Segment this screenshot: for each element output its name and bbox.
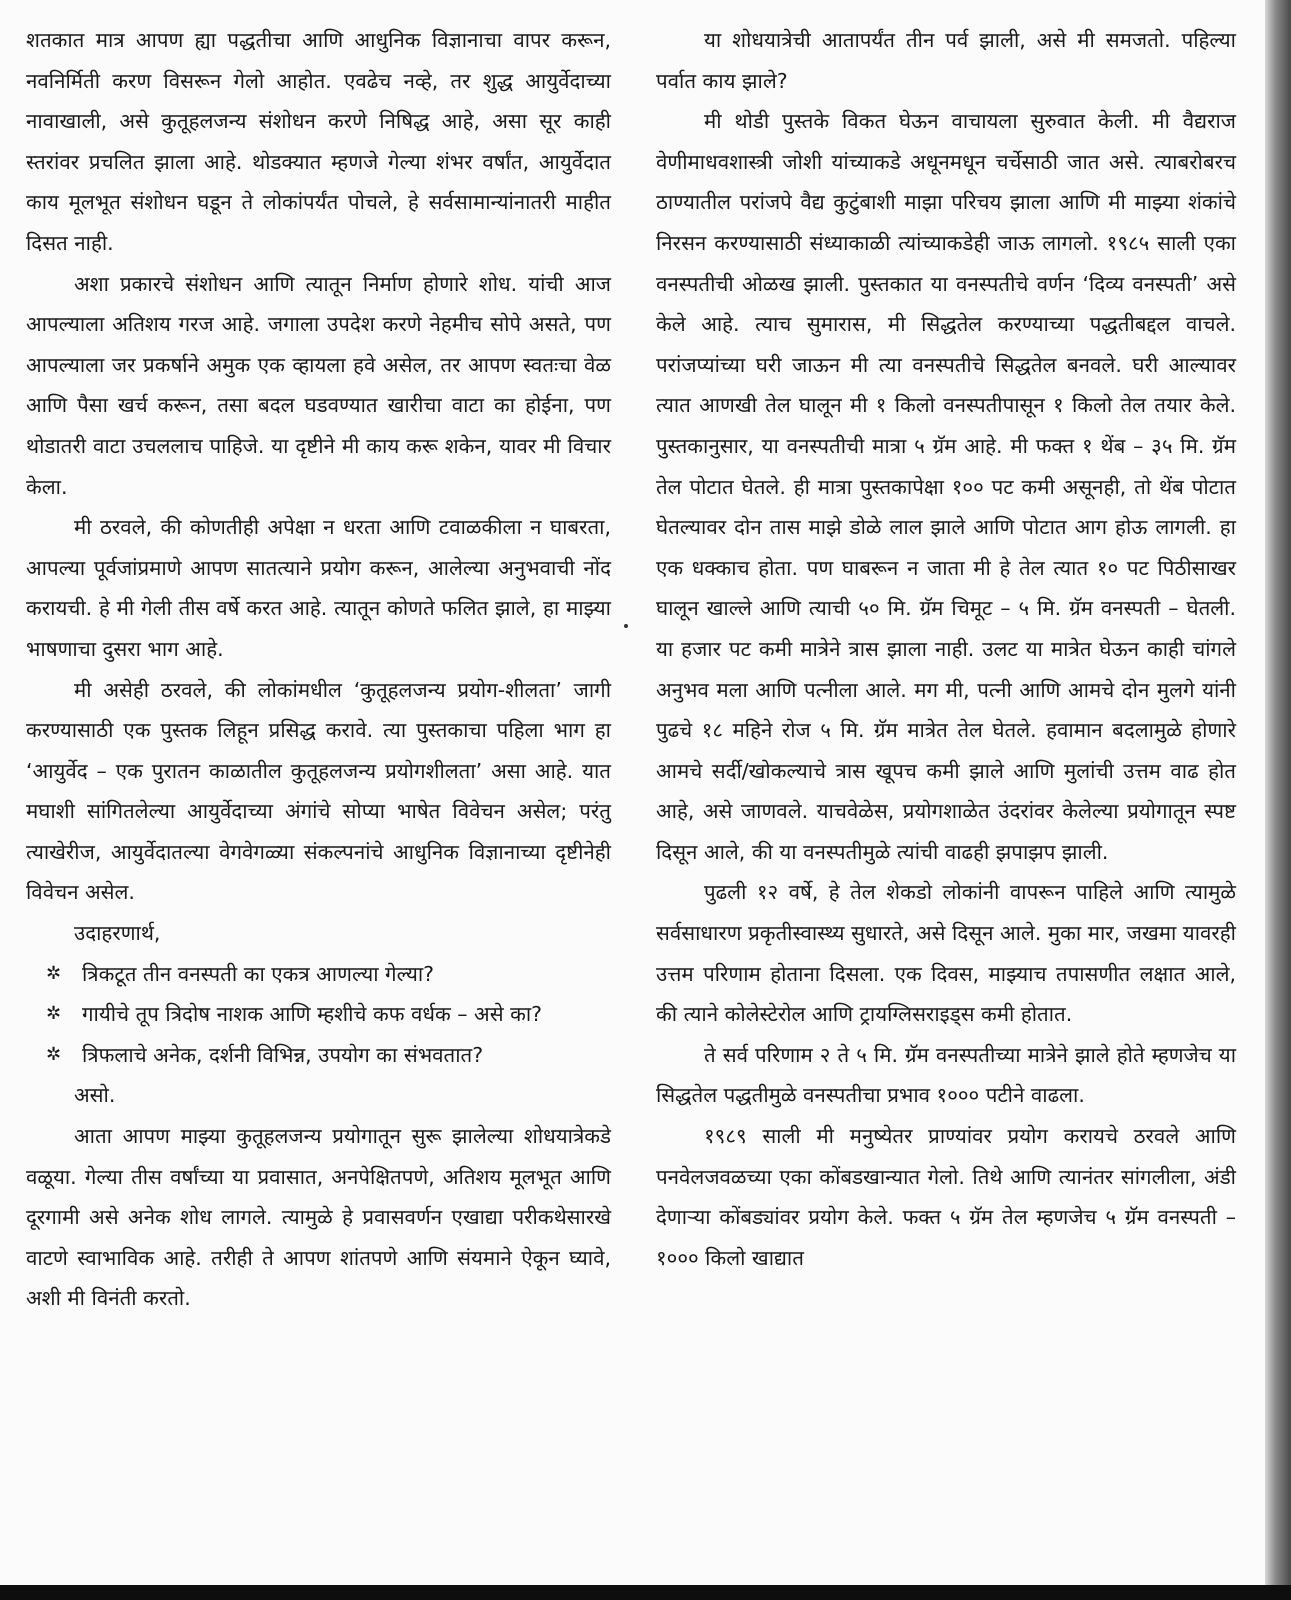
paragraph: पुढली १२ वर्षे, हे तेल शेकडो लोकांनी वापरून पाहिले आणि त्यामुळे सर्वसाधारण प्रकृतीस्वास्थ्य सुधारते, असे दिसून आले. मुका मार, जखमा यावरही उत्तम परिणाम होताना दिसला. एक दिवस, माझ्याच तपासणीत लक्षात आले, की त्याने कोलेस्टेरोल आणि ट्रायग्लिसराइड्स कमी होतात. — [656, 880, 1236, 1027]
list-item — [26, 994, 611, 1035]
bullet-list — [26, 954, 611, 1076]
list-item-text: गायीचे तूप त्रिदोष नाशक आणि म्हशीचे कफ वर्धक – असे का? — [82, 1002, 543, 1027]
paragraph: शतकात मात्र आपण ह्या पद्धतीचा आणि आधुनिक विज्ञानाचा वापर करून, नवनिर्मिती करण विसरून गेलो आहोत. एवढेच नव्हे, तर शुद्ध आयुर्वेदाच्या नावाखाली, असे कुतूहलजन्य संशोधन करणे निषिद्ध आहे, असा सूर काही स्तरांवर प्रचलित झाला आहे. थोडक्यात म्हणजे गेल्या शंभर वर्षांत, आयुर्वेदात काय मूलभूत संशोधन घडून ते लोकांपर्यंत पोचले, हे सर्वसामान्यांनातरी माहीत दिसत नाही. — [26, 28, 611, 255]
list-item-text: त्रिकटूत तीन वनस्पती का एकत्र आणल्या गेल्या? — [82, 961, 435, 986]
left-column — [26, 20, 611, 1319]
paragraph: १९८९ साली मी मनुष्येतर प्राण्यांवर प्रयोग करायचे ठरवले आणि पनवेलजवळच्या एका कोंबडखान्यात गेलो. तिथे आणि त्यानंतर सांगलीला, अंडी देणाऱ्या कोंबड्यांवर प्रयोग केले. फक्त ५ ग्रॅम तेल म्हणजेच ५ ग्रॅम वनस्पती – १००० किलो खाद्यात — [656, 1124, 1236, 1270]
paragraph: मी असेही ठरवले, की लोकांमधील ‘कुतूहलजन्य प्रयोग-शीलता’ जागी करण्यासाठी एक पुस्तक लिहून प्रसिद्ध करावे. त्या पुस्तकाचा पहिला भाग हा ‘आयुर्वेद – एक पुरातन काळातील कुतूहलजन्य प्रयोगशीलता’ असा आहे. यात मघाशी सांगितलेल्या आयुर्वेदाच्या अंगांचे सोप्या भाषेत विवेचन असेल; परंतु त्याखेरीज, आयुर्वेदातल्या वेगवेगळ्या संकल्पनांचे आधुनिक विज्ञानाच्या दृष्टीनेही विवेचन असेल. — [26, 677, 611, 905]
list-item — [26, 1035, 611, 1076]
asterisk-bullet-icon: ✲ — [46, 962, 62, 984]
list-item-text: त्रिफलाचे अनेक, दर्शनी विभिन्न, उपयोग का संभवतात? — [82, 1042, 484, 1067]
asterisk-bullet-icon: ✲ — [46, 1043, 62, 1065]
right-column — [656, 20, 1236, 1278]
paragraph: या शोधयात्रेची आतापर्यंत तीन पर्व झाली, असे मी समजतो. पहिल्या पर्वात काय झाले? — [656, 28, 1236, 93]
asterisk-bullet-icon: ✲ — [46, 1003, 62, 1025]
paragraph: ते सर्व परिणाम २ ते ५ मि. ग्रॅम वनस्पतीच्या मात्रेने झाले होते म्हणजेच या सिद्धतेल पद्धतीमुळे वनस्पतीचा प्रभाव १००० पटीने वाढला. — [656, 1042, 1236, 1108]
scan-edge-shadow — [1265, 0, 1291, 1600]
scan-bottom-edge — [0, 1585, 1291, 1600]
list-item — [26, 954, 611, 995]
paragraph: मी ठरवले, की कोणतीही अपेक्षा न धरता आणि टवाळकीला न घाबरता, आपल्या पूर्वजांप्रमाणे आपण सातत्याने प्रयोग करून, आलेल्या अनुभवाची नोंद करायची. हे मी गेली तीस वर्षे करत आहे. त्यातून कोणते फलित झाले, हा माझ्या भाषणाचा दुसरा भाग आहे. — [26, 515, 611, 661]
paragraph: आता आपण माझ्या कुतूहलजन्य प्रयोगातून सुरू झालेल्या शोधयात्रेकडे वळूया. गेल्या तीस वर्षांच्या या प्रवासात, अनपेक्षितपणे, अतिशय मूलभूत आणि दूरगामी असे अनेक शोध लागले. त्यामुळे हे प्रवासवर्णन एखाद्या परीकथेसारखे वाटणे स्वाभाविक आहे. तरीही ते आपण शांतपणे आणि संयमाने ऐकून घ्यावे, अशी मी विनंती करतो. — [26, 1124, 611, 1311]
scan-speck — [624, 624, 628, 628]
paragraph: अशा प्रकारचे संशोधन आणि त्यातून निर्माण होणारे शोध. यांची आज आपल्याला अतिशय गरज आहे. जगाला उपदेश करणे नेहमीच सोपे असते, पण आपल्याला जर प्रकर्षाने अमुक एक व्हायला हवे असेल, तर आपण स्वतःचा वेळ आणि पैसा खर्च करून, तसा बदल घडवण्यात खारीचा वाटा का होईना, पण थोडातरी वाटा उचललाच पाहिजे. या दृष्टीने मी काय करू शकेन, यावर मी विचार केला. — [26, 271, 611, 499]
aso-line: असो. — [74, 1083, 116, 1108]
paragraph: मी थोडी पुस्तके विकत घेऊन वाचायला सुरुवात केली. मी वैद्यराज वेणीमाधवशास्त्री जोशी यांच्याकडे अधूनमधून चर्चेसाठी जात असे. त्याबरोबरच ठाण्यातील परांजपे वैद्य कुटुंबाशी माझा परिचय झाला आणि मी माझ्या शंकांचे निरसन करण्यासाठी संध्याकाळी त्यांच्याकडेही जाऊ लागलो. १९८५ साली एका वनस्पतीची ओळख झाली. पुस्तकात या वनस्पतीचे वर्णन ‘दिव्य वनस्पती’ असे केले आहे. त्याच सुमारास, मी सिद्धतेल करण्याच्या पद्धतीबद्दल वाचले. परांजप्यांच्या घरी जाऊन मी त्या वनस्पतीचे सिद्धतेल बनवले. घरी आल्यावर त्यात आणखी तेल घालून मी १ किलो वनस्पतीपासून १ किलो तेल तयार केले. पुस्तकानुसार, या वनस्पतीची मात्रा ५ ग्रॅम आहे. मी फक्त १ थेंब – ३५ मि. ग्रॅम तेल पोटात घेतले. ही मात्रा पुस्तकापेक्षा १०० पट कमी असूनही, तो थेंब पोटात घेतल्यावर दोन तास माझे डोळे लाल झाले आणि पोटात आग होऊ लागली. हा एक धक्काच होता. पण घाबरून न जाता मी हे तेल त्यात १० पट पिठीसाखर घालून खाल्ले आणि त्याची ५० मि. ग्रॅम चिमूट – ५ मि. ग्रॅम वनस्पती – घेतली. या हजार पट कमी मात्रेने त्रास झाला नाही. उलट या मात्रेत घेऊन काही चांगले अनुभव मला आणि पत्नीला आले. मग मी, पत्नी आणि आमचे दोन मुलगे यांनी पुढचे १८ महिने रोज ५ मि. ग्रॅम मात्रेत तेल घेतले. हवामान बदलामुळे होणारे आमचे सर्दी/खोकल्याचे त्रास खूपच कमी झाले आणि मुलांची उत्तम वाढ होत आहे, असे जाणवले. याचवेळेस, प्रयोगशाळेत उंदरांवर केलेल्या प्रयोगातून स्पष्ट दिसून आले, की या वनस्पतीमुळे त्यांची वाढही झपाझप झाली. — [656, 109, 1236, 864]
example-label: उदाहरणार्थ, — [74, 921, 161, 946]
